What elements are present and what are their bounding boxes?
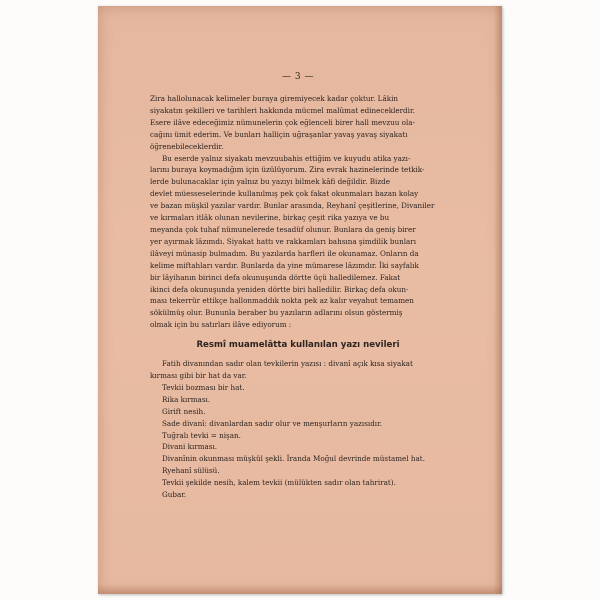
- paragraph-line: larını buraya koymadığım için üzülüyorum. Zira evrak hazinelerinde tetkik-: [150, 165, 425, 175]
- paragraph-line: ikinci defa okunuşunda yeniden dörtte biri halledilir. Birkaç defa okun-: [150, 284, 409, 294]
- list-item: Gubar.: [162, 490, 187, 500]
- paragraph-line: Zira hallolunacak kelimeler buraya giremiyecek kadar çoktur. Lâkin: [150, 94, 399, 103]
- paragraph-line: lerde bulunacaklar için yalnız bu yazıyı bilmek kâfi değildir. Bizde: [150, 177, 390, 187]
- page-edge-shadow: [494, 6, 502, 594]
- list-item: Sade divanî: divanlardan sadır olur ve menşurların yazısıdır.: [162, 418, 383, 428]
- paragraph-line: devlet müesseselerinde kullanılmış pek çok fakat okunmaları bazan kolay: [150, 189, 419, 199]
- list-item: Divanînin okunması müşkül şekli. İranda Moğul devrinde müstamel hat.: [162, 454, 425, 464]
- list-item: Fatih divanından sadır olan tevkilerin yazısı : divanî açık kısa siyakat: [162, 359, 413, 369]
- page-number: — 3 —: [282, 72, 314, 82]
- list-item: Ryehanî sülüsü.: [162, 466, 220, 476]
- list-item: kırması gibi bir hat da var.: [150, 371, 247, 381]
- list-item: Rika kırması.: [162, 394, 211, 404]
- paragraph-line: siyakatın şekilleri ve tarihleri hakkında mücmel malûmat edineceklerdir.: [150, 105, 415, 115]
- list-item: Tevkii şekilde nesih, kalem tevkii (mülükten sadır olan tahrirat).: [162, 478, 396, 488]
- paragraph-line: yer ayırmak lâzımdı. Siyakat hattı ve rakkamları bahsına şimdilik bunları: [150, 236, 417, 246]
- book-page: [98, 6, 502, 594]
- text-column: [150, 72, 446, 501]
- paragraph-line: sökülmüş olur. Bununla beraber bu yazıların adlarını olsun göstermiş: [150, 308, 403, 318]
- body-paragraphs: [150, 93, 446, 331]
- page-bottom-shadow: [98, 584, 502, 594]
- list-item: Divani kırması.: [162, 442, 218, 452]
- paragraph-line: ması tekerrür ettikçe hallonmaddık nokta pek az kalır veyahut temamen: [150, 296, 414, 306]
- paragraph-line: Esere ilâve edeceğimiz nümunelerin çok eğlenceli birer hall mevzuu ola-: [150, 117, 415, 127]
- section-heading: Resmî muamelâtta kullanılan yazı nevileri: [196, 340, 400, 351]
- list-item: Tuğralı tevki = nişan.: [162, 430, 241, 440]
- paragraph-line: olmak için bu satırları ilâve ediyorum :: [150, 320, 292, 330]
- script-types-list: [150, 358, 446, 501]
- paragraph-line: meyanda çok tuhaf nümunelerede tesadüf olunur. Bunlara da geniş birer: [150, 224, 416, 234]
- paragraph-line: bir lâyihanın birinci defa okunuşunda dörtte üçü halledilemez. Fakat: [150, 272, 401, 282]
- paragraph-line: cağını ümit ederim. Ve bunları halliçin uğraşanlar yavaş yavaş siyakatı: [150, 129, 408, 139]
- paragraph-line: Bu eserde yalnız siyakatı mevzuubahis ettiğim ve kuyudu atika yazı-: [162, 153, 411, 163]
- list-item: Tevkii bozması bir hat.: [162, 382, 245, 392]
- paragraph-line: öğrenebileceklerdir.: [150, 141, 224, 151]
- paragraph-line: kelime miftahları vardır. Bunlarda da yine mümarese lâzımdır. İki sayfalık: [150, 260, 419, 270]
- list-item: Girift nesih.: [162, 406, 206, 416]
- paragraph-line: ve bazan müşkil yazılar vardır. Bunlar arasında, Reyhanî çeşitlerine, Divaniler: [150, 201, 435, 211]
- paragraph-line: ilâveyi münasip bulmadım. Bu yazılarda harfleri ile okunamaz. Onların da: [150, 248, 419, 258]
- paragraph-line: ve kırmaları itlâk olunan nevilerine, birkaç çeşit rika yazıya ve bu: [150, 213, 390, 223]
